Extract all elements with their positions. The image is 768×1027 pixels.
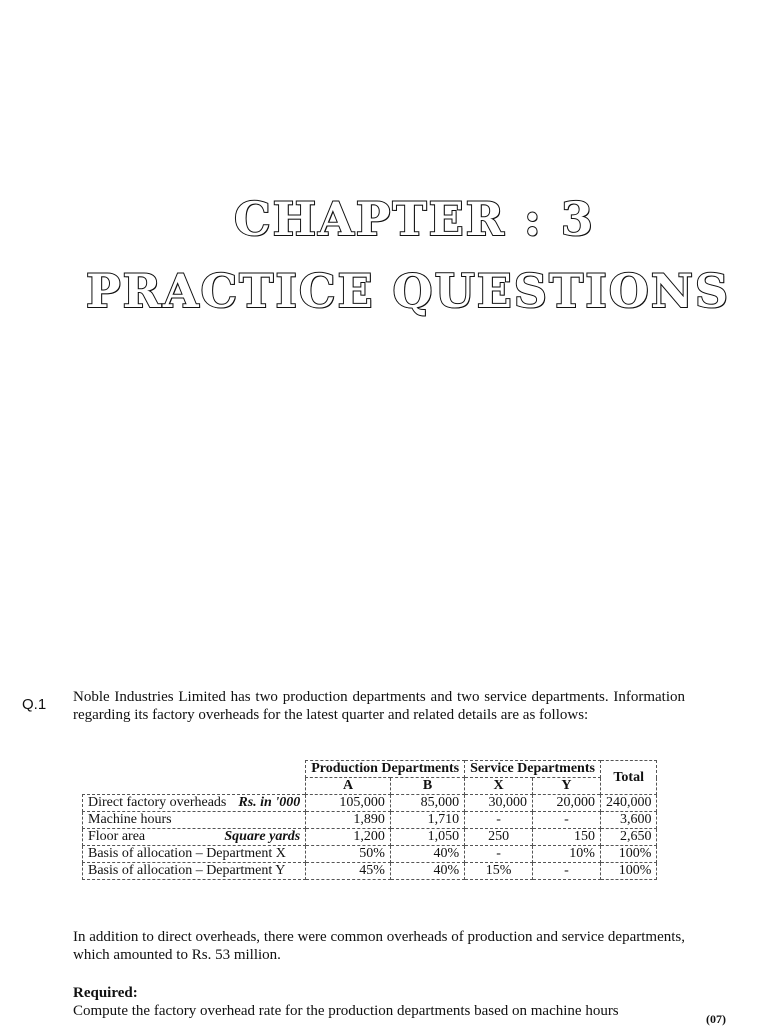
table-cell: 1,890 <box>306 812 391 829</box>
required-section <box>73 984 685 1020</box>
table-row <box>83 795 657 812</box>
table-cell: 10% <box>533 846 601 863</box>
table-cell: - <box>533 863 601 880</box>
table-cell: 1,200 <box>306 829 391 846</box>
row-label-text: Basis of allocation – Department X <box>88 846 286 861</box>
table-cell: - <box>465 846 533 863</box>
service-departments-header: Service Departments <box>465 761 601 778</box>
row-label-text: Direct factory overheads <box>88 795 227 810</box>
row-label <box>83 863 306 880</box>
table-cell: 105,000 <box>306 795 391 812</box>
marks-label: (07) <box>706 1012 726 1026</box>
table-cell: 15% <box>465 863 533 880</box>
dept-x-header: X <box>465 778 533 795</box>
required-label: Required: <box>73 985 138 1001</box>
table-group-header-row <box>83 761 657 778</box>
table-cell: 40% <box>390 846 464 863</box>
table-cell: 85,000 <box>390 795 464 812</box>
row-label-text: Floor area <box>88 829 146 844</box>
chapter-subtitle: PRACTICE QUESTIONS <box>86 264 731 318</box>
dept-y-header: Y <box>533 778 601 795</box>
row-label <box>83 795 306 812</box>
table-blank-cell <box>83 761 306 778</box>
dept-a-header: A <box>306 778 391 795</box>
row-label <box>83 812 306 829</box>
table-blank-cell <box>83 778 306 795</box>
required-text: Compute the factory overhead rate for the production departments based on machine hours <box>73 1003 619 1019</box>
table-cell: 100% <box>600 846 657 863</box>
table-sub-header-row <box>83 778 657 795</box>
row-label-text: Machine hours <box>88 812 172 827</box>
row-label-text: Basis of allocation – Department Y <box>88 863 286 878</box>
table-cell: - <box>465 812 533 829</box>
table-cell: 250 <box>465 829 533 846</box>
question-number: Q.1 <box>22 696 47 713</box>
table-cell: 240,000 <box>600 795 657 812</box>
table-cell: 2,650 <box>600 829 657 846</box>
table-cell: 100% <box>600 863 657 880</box>
table-row <box>83 812 657 829</box>
table-row <box>83 863 657 880</box>
table-cell: 50% <box>306 846 391 863</box>
total-header: Total <box>600 761 657 795</box>
table-cell: 3,600 <box>600 812 657 829</box>
production-departments-header: Production Departments <box>306 761 465 778</box>
table-cell: 30,000 <box>465 795 533 812</box>
table-cell: 40% <box>390 863 464 880</box>
table-cell: 150 <box>533 829 601 846</box>
table-cell: 1,050 <box>390 829 464 846</box>
additional-overheads-text: In addition to direct overheads, there were common overheads of production and service departments, which amounted to Rs. 53 million. <box>73 929 685 963</box>
table-row <box>83 829 657 846</box>
overheads-table <box>82 760 657 880</box>
table-cell: 45% <box>306 863 391 880</box>
row-unit: Rs. in '000 <box>238 795 301 810</box>
table-cell: 1,710 <box>390 812 464 829</box>
question-intro: Noble Industries Limited has two production departments and two service departments. Information regarding its factory overheads for the latest quarter and related details are as follows: <box>73 689 685 723</box>
row-unit: Square yards <box>224 829 301 844</box>
dept-b-header: B <box>390 778 464 795</box>
row-label <box>83 829 306 846</box>
chapter-title: CHAPTER : 3 <box>234 192 595 246</box>
table-row <box>83 846 657 863</box>
table-cell: - <box>533 812 601 829</box>
table-cell: 20,000 <box>533 795 601 812</box>
row-label <box>83 846 306 863</box>
